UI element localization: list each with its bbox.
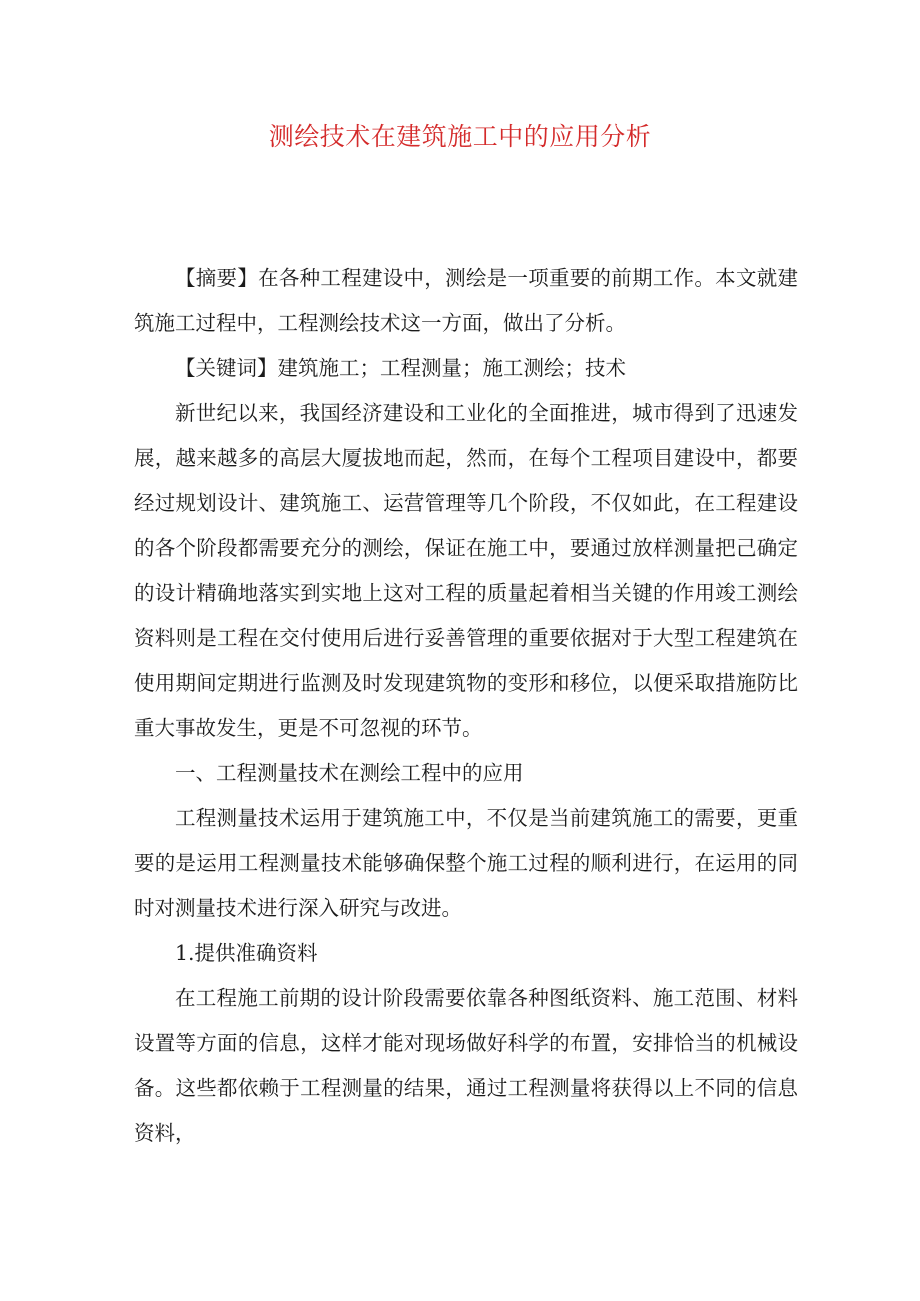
keywords-paragraph: 【关键词】建筑施工；工程测量；施工测绘；技术 [175,356,626,380]
section-heading-1: 一、工程测量技术在测绘工程中的应用 [175,761,524,785]
document-title: 测绘技术在建筑施工中的应用分析 [268,122,652,151]
subsection-heading-1-1: 1.提供准确资料 [175,941,318,965]
section-1-paragraph: 工程测量技术运用于建筑施工中，不仅是当前建筑施工的需要，更重要的是运用工程测量技术能够确保整个施工过程的顺利进行，在运用的同时对测量技术进行深入研究与改进。 [134,806,798,920]
subsection-1-1-paragraph: 在工程施工前期的设计阶段需要依靠各种图纸资料、施工范围、材料设置等方面的信息，这样才能对现场做好科学的布置，安排恰当的机械设备。这些都依赖于工程测量的结果，通过工程测量将获得以上不同的信息资料， [134,986,798,1145]
intro-paragraph: 新世纪以来，我国经济建设和工业化的全面推进，城市得到了迅速发展，越来越多的高层大厦拔地而起，然而，在每个工程项目建设中，都要经过规划设计、建筑施工、运营管理等几个阶段，不仅如此，在工程建设的各个阶段都需要充分的测绘，保证在施工中，要通过放样测量把己确定的设计精确地落实到实地上这对工程的质量起着相当关键的作用竣工测绘资料则是工程在交付使用后进行妥善管理的重要依据对于大型工程建筑在使用期间定期进行监测及时发现建筑物的变形和移位，以便采取措施防比重大事故发生，更是不可忽视的环节。 [134,401,798,740]
document-body [134,256,798,1156]
abstract-paragraph: 【摘要】在各种工程建设中，测绘是一项重要的前期工作。本文就建筑施工过程中，工程测绘技术这一方面，做出了分析。 [134,266,798,335]
